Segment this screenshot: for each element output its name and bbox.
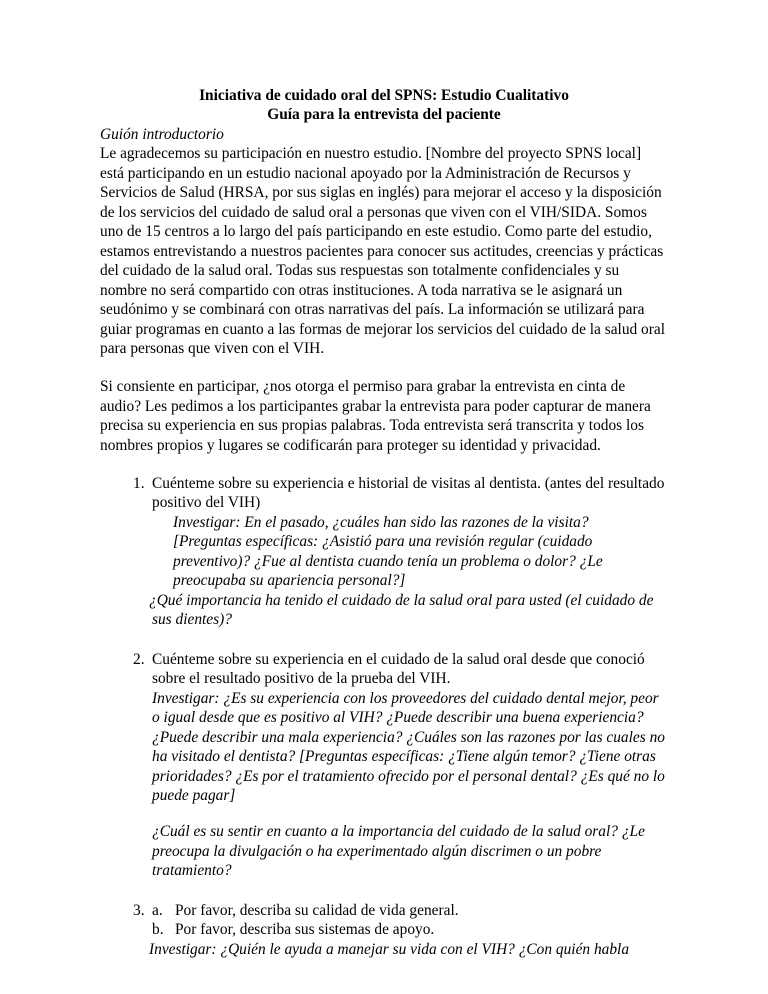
question-3-sub-item-b (152, 920, 668, 939)
sub-item-text-b: Por favor, describa sus sistemas de apoyo. (175, 921, 435, 939)
sub-item-letter-a: a. (152, 901, 163, 919)
question-number-3: 3. (133, 901, 145, 919)
intro-paragraph-2: Si consiente en participar, ¿nos otorga el permiso para grabar la entrevista en cinta de audio? Les pedimos a los participantes grabar la entrevista para poder capturar de manera precisa su experiencia en sus propias palabras. Toda entrevista será transcrita y todos los nombres propios y lugares se codificarán para proteger su identidad y privacidad. (100, 378, 651, 454)
question-3-sub-list (152, 901, 668, 940)
section-label-guion-introductorio: Guión introductorio (100, 125, 224, 143)
question-stem-1: Cuénteme sobre su experiencia e historial de visitas al dentista. (antes del resultado positivo del VIH) (152, 474, 665, 512)
question-item-2 (100, 650, 668, 881)
question-probe-3: Investigar: ¿Quién le ayuda a manejar su vida con el VIH? ¿Con quién habla (149, 940, 630, 958)
question-probe-2-secondary: ¿Cuál es su sentir en cuanto a la importancia del cuidado de la salud oral? ¿Le preocupa la divulgación o ha experimentado algún discrimen o un pobre tratamiento? (152, 823, 645, 880)
question-number-2: 2. (133, 650, 145, 668)
document-body (100, 86, 668, 959)
document-title-line-2: Guía para la entrevista del paciente (267, 106, 501, 124)
sub-item-text-a: Por favor, describa su calidad de vida general. (175, 901, 459, 919)
question-item-1 (100, 474, 668, 630)
document-title-line-1: Iniciativa de cuidado oral del SPNS: Estudio Cualitativo (199, 87, 569, 104)
question-probe-2-main: Investigar: ¿Es su experiencia con los proveedores del cuidado dental mejor, peor o igual desde que es positivo al VIH? ¿Puede describir una buena experiencia? ¿Puede describir una mala experiencia? ¿Cuáles son las razones por las cuales no ha visitado el dentista? [Preguntas específicas: ¿Tiene algún temor? ¿Tiene otras prioridades? ¿Es por el tratamiento ofrecido por el personal dental? ¿Es qué no lo puede pagar] (152, 689, 665, 804)
question-number-1: 1. (133, 474, 145, 492)
questions-list (100, 474, 668, 960)
question-3-sub-item-a (152, 901, 668, 920)
document-title (100, 86, 668, 125)
question-item-3 (100, 901, 668, 959)
question-stem-2: Cuénteme sobre su experiencia en el cuidado de la salud oral desde que conoció sobre el resultado positivo de la prueba del VIH. (152, 650, 645, 688)
question-probe-1-indented: Investigar: En el pasado, ¿cuáles han sido las razones de la visita? [Preguntas específicas: ¿Asistió para una revisión regular (cuidado preventivo)? ¿Fue al dentista cuando tenía un problema o dolor? ¿Le preocupaba su apariencia personal?] (173, 513, 603, 590)
intro-paragraph-1: Le agradecemos su participación en nuestro estudio. [Nombre del proyecto SPNS local] está participando en un estudio nacional apoyado por la Administración de Recursos y Servicios de Salud (HRSA, por sus siglas en inglés) para mejorar el acceso y la disposición de los servicios del cuidado de salud oral a personas que viven con el VIH/SIDA. Somos uno de 15 centros a lo largo del país participando en este estudio. Como parte del estudio, estamos entrevistando a nuestros pacientes para conocer sus actitudes, creencias y prácticas del cuidado de la salud oral. Todas sus respuestas son totalmente confidenciales y su nombre no será compartido con otras instituciones. A toda narrativa se le asignará un seudónimo y se combinará con otras narrativas del país. La información se utilizará para guiar programas en cuanto a las formas de mejorar los servicios del cuidado de la salud oral para personas que viven con el VIH. (100, 145, 665, 358)
question-probe-1-followup: ¿Qué importancia ha tenido el cuidado de la salud oral para usted (el cuidado de sus dientes)? (149, 591, 654, 629)
sub-item-letter-b: b. (152, 921, 164, 939)
